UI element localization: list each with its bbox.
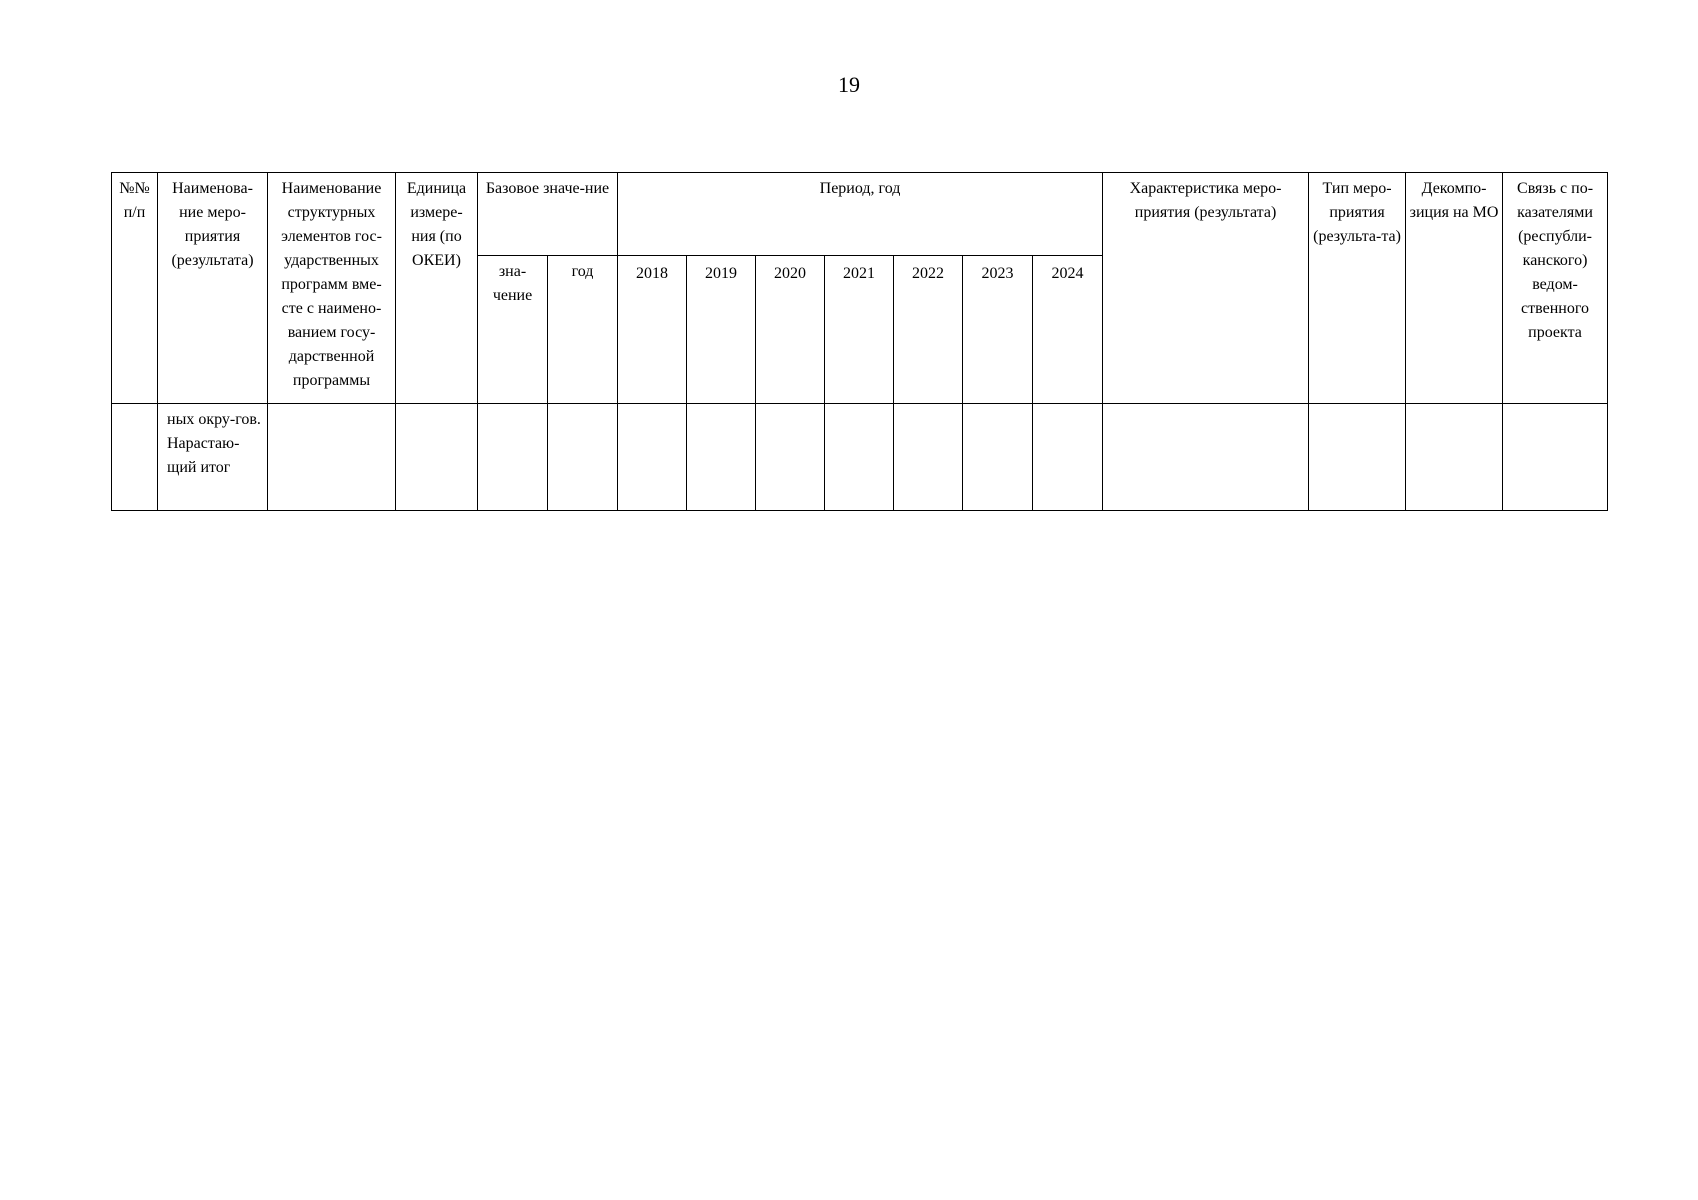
header-base-value: Базовое значе-ние: [478, 173, 618, 256]
header-unit: Единица измере-ния (по ОКЕИ): [396, 173, 478, 404]
cell-year-2024: [1033, 404, 1103, 511]
cell-base-value: [478, 404, 548, 511]
header-year-2019: 2019: [687, 256, 756, 404]
cell-base-year: [548, 404, 618, 511]
header-year-2021: 2021: [825, 256, 894, 404]
cell-characteristic: [1103, 404, 1309, 511]
cell-structural-elements: [268, 404, 396, 511]
header-year-2022: 2022: [894, 256, 963, 404]
cell-year-2021: [825, 404, 894, 511]
cell-decomposition: [1406, 404, 1503, 511]
cell-year-2022: [894, 404, 963, 511]
cell-year-2018: [618, 404, 687, 511]
header-link: Связь с по-казателями (республи-канского) ведом-ственного проекта: [1503, 173, 1608, 404]
cell-num: [112, 404, 158, 511]
header-year-2018: 2018: [618, 256, 687, 404]
header-year-2024: 2024: [1033, 256, 1103, 404]
header-base-value-value: зна-чение: [478, 256, 548, 404]
header-year-2023: 2023: [963, 256, 1033, 404]
cell-link: [1503, 404, 1608, 511]
header-period: Период, год: [618, 173, 1103, 256]
header-type: Тип меро-приятия (результа-та): [1309, 173, 1406, 404]
header-characteristic: Характеристика меро-приятия (результата): [1103, 173, 1309, 404]
cell-name: ных окру-гов. Нарастаю-щий итог: [158, 404, 268, 511]
header-decomposition: Декомпо-зиция на МО: [1406, 173, 1503, 404]
header-structural-elements: Наименование структурных элементов гос-ударственных программ вме-сте с наимено-ванием госу-дарственной программы: [268, 173, 396, 404]
cell-year-2020: [756, 404, 825, 511]
cell-year-2023: [963, 404, 1033, 511]
header-row-1: [112, 173, 1608, 256]
cell-type: [1309, 404, 1406, 511]
header-name: Наименова-ние меро-приятия (результата): [158, 173, 268, 404]
page-number: 19: [838, 72, 860, 97]
header-year-2020: 2020: [756, 256, 825, 404]
header-base-value-year: год: [548, 256, 618, 404]
header-num: №№ п/п: [112, 173, 158, 404]
table-row: [112, 404, 1608, 511]
cell-unit: [396, 404, 478, 511]
cell-year-2019: [687, 404, 756, 511]
events-table: [111, 172, 1608, 511]
